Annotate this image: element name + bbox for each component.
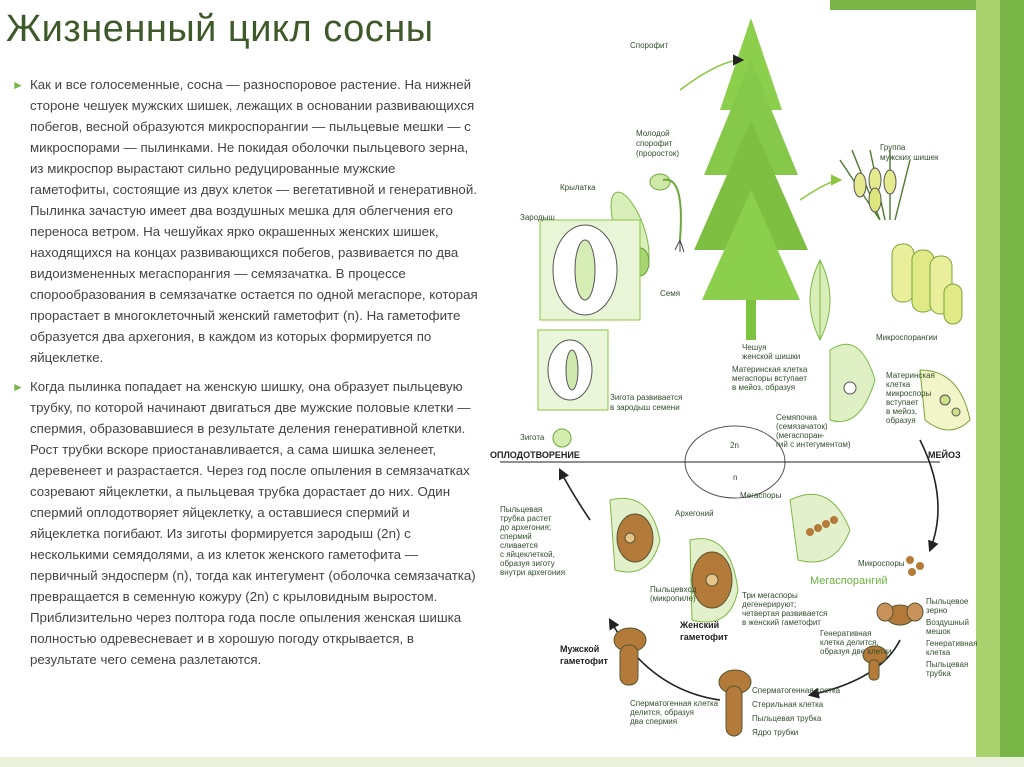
label-microspore-mother-1: Материнская (886, 371, 935, 380)
seedling-icon (650, 174, 684, 252)
label-microsporangia: Микроспорангии (876, 333, 938, 342)
label-young-sporophyte-2: спорофит (636, 139, 673, 148)
arrow-fertilization (560, 470, 590, 520)
embryo-section-icon (540, 220, 640, 320)
label-spermatogenous-cell: Сперматогенная клетка (752, 686, 841, 695)
label-young-sporophyte-3: (проросток) (636, 149, 679, 158)
label-ovule-2: (семязачаток) (776, 422, 828, 431)
label-wing: Крылатка (560, 183, 596, 192)
label-three-megaspores-2: дегенерируют; (742, 600, 797, 609)
label-pollen-tube-5: сливается (500, 541, 538, 550)
zygote-in-seed-icon (538, 330, 608, 410)
label-megaspores: Мегаспоры (740, 491, 782, 500)
label-pollen-tube-6: с яйцеклеткой, (500, 550, 555, 559)
label-pollen-tube-8: внутри архегония (500, 568, 566, 577)
label-three-megaspores-3: четвертая развивается (742, 609, 828, 618)
body-text (8, 74, 478, 678)
label-ovule-1: Семяпочка (776, 413, 817, 422)
label-male-cones-2: мужских шишек (880, 153, 939, 162)
megasporangium-icon (790, 494, 850, 562)
label-pollen-tube-7: образуя зиготу (500, 559, 555, 568)
label-megaspore-mother-3: в мейоз, образуя (732, 383, 796, 392)
label-megasporangium: Мегаспорангий (810, 575, 888, 587)
label-microspore-mother-3: микроспоры (886, 389, 932, 398)
pollen-grain-icon (877, 603, 923, 625)
pine-tree-icon (694, 18, 808, 340)
label-generative-divides-1: Генеративная (820, 629, 872, 638)
label-embryo: Зародыш (520, 213, 555, 222)
paragraph-2-text: Когда пылинка попадает на женскую шишку, она образует пыльцевую трубку, по которой начинают двигаться две мужские половые клетки — спермия, образовавшиеся в результате деления генеративной клетки. Рост трубки вскоре приостанавливается, а сама шишка зеленеет, деревенеет и разрастается. Через год после опыления в семязачатках созревают яйцеклетки, а пыльцевая трубка дорастает до них. Один спермий оплодотворяет яйцеклетку, а оставшиеся спермий и яйцеклетка погибают. Из зиготы формируется зародыш (2n) с несколькими семядолями, а из клеток женского гаметофита — первичный эндосперм (n), тогда как интегумент (оболочка семязачатка) превращается в семенную кожуру (2n) с крыловидным выростом. Приблизительно через полтора года после опыления женская шишка полностью одревесневает и в хорошую погоду открывается, в результате чего семена разлетаются. (30, 379, 476, 667)
label-ovule-4: гий с интегументом) (776, 440, 851, 449)
arrow-male-cones (800, 180, 840, 200)
label-diploid: 2n (730, 441, 739, 450)
label-female-gametophyte-2: гаметофит (680, 632, 728, 642)
microsporangia-icon (892, 244, 962, 324)
label-tube-nucleus: Ядро трубки (752, 728, 799, 737)
label-pollen-tube-1: Пыльцевая (500, 505, 543, 514)
paragraph-2 (8, 376, 478, 670)
label-micropyle-1: Пыльцевход (650, 585, 697, 594)
label-spermatogenous-divides-2: делится, образуя (630, 708, 694, 717)
label-ovule-3: (мегаспоран- (776, 431, 825, 440)
label-microspore-mother-4: вступает (886, 398, 919, 407)
label-pollen-grain-2: зерно (926, 606, 948, 615)
label-microspore-mother-2: клетка (886, 380, 911, 389)
label-sterile-cell: Стерильная клетка (752, 700, 824, 709)
label-seed: Семя (660, 289, 681, 298)
archegonium-icon (610, 498, 660, 572)
label-meiosis: МЕЙОЗ (928, 450, 961, 460)
label-fertilization: ОПЛОДОТВОРЕНИЕ (490, 450, 580, 460)
label-zygote: Зигота (520, 433, 545, 442)
label-zygote-develops-2: в зародыш семени (610, 403, 680, 412)
label-air-sac-1: Воздушный (926, 618, 969, 627)
label-microspore-mother-5: в мейоз, (886, 407, 918, 416)
label-generative-divides-2: клетка делится, (820, 638, 879, 647)
label-male-gametophyte-1: Мужской (560, 644, 600, 654)
label-zygote-develops-1: Зигота развивается (610, 393, 683, 402)
label-archegonium: Архегоний (675, 509, 714, 518)
label-spermatogenous-divides-1: Сперматогенная клетка (630, 699, 719, 708)
label-pollen-tube-bottom: Пыльцевая трубка (752, 714, 822, 723)
label-haploid: n (733, 473, 738, 482)
label-microspores: Микроспоры (858, 559, 905, 568)
label-generative-cell-2: клетка (926, 648, 951, 657)
label-pollen-tube-2: трубка растет (500, 514, 552, 523)
label-male-cones-1: Группа (880, 143, 906, 152)
label-pollen-tube-3: до архегония; (500, 523, 552, 532)
zygote-icon (553, 429, 571, 447)
label-female-scale-2: женской шишки (742, 352, 801, 361)
paragraph-1-text: Как и все голосеменные, сосна — разноспоровое растение. На нижней стороне чешуек мужских шишек, лежащих в основании развивающихся побегов, весной образуются микроспорангии — пыльцевые мешки — с микроспорами — пылинками. Не покидая оболочки пыльцевого зерна, из микроспор вырастают сильно редуцированные мужские гаметофиты, состоящие из двух клеток — вегетативной и генеративной. Пылинка зачастую имеет два воздушных мешка для облегчения его переноса ветром. На чешуйках ярко окрашенных женских шишек, находящихся на концах развивающихся побегов, развивается по два видоизмененных мегаспорангия — семязачатка. В процессе спорообразования в семязачатке остается по одной мегаспоре, которая прорастает в многоклеточный женский гаметофит (n). На гаметофите образуется два архегония, в каждом из которых формируется по яйцеклетке. (30, 77, 478, 365)
label-spermatogenous-divides-3: два спермия (630, 717, 678, 726)
label-female-scale-1: Чешуя (742, 343, 767, 352)
label-microspore-mother-6: образуя (886, 416, 916, 425)
microspores-icon (906, 556, 924, 576)
label-generative-divides-3: образуя две клетки (820, 647, 892, 656)
label-megaspore-mother-1: Материнская клетка (732, 365, 808, 374)
label-megaspore-mother-2: мегаспоры вступает (732, 374, 807, 383)
label-air-sac-2: мешок (926, 627, 951, 636)
paragraph-1 (8, 74, 478, 368)
label-generative-cell-1: Генеративная (926, 639, 978, 648)
label-three-megaspores-1: Три мегаспоры (742, 591, 798, 600)
bullet-icon: ► (12, 78, 24, 92)
frame-bottom-bar (0, 757, 1024, 767)
label-young-sporophyte-1: Молодой (636, 129, 670, 138)
frame-right-bar (1000, 0, 1024, 767)
label-pollen-tube-right-1: Пыльцевая (926, 660, 969, 669)
bullet-icon: ► (12, 380, 24, 394)
label-male-gametophyte-2: гаметофит (560, 656, 608, 666)
label-three-megaspores-4: в женский гаметофит (742, 618, 821, 627)
female-gametophyte-icon (690, 539, 738, 622)
slide-title: Жизненный цикл сосны (6, 8, 434, 50)
pine-life-cycle-diagram (480, 0, 980, 757)
label-micropyle-2: (микропиле) (650, 594, 696, 603)
label-female-gametophyte-1: Женский (680, 620, 720, 630)
label-pollen-tube-4: спермий (500, 532, 532, 541)
female-scale-icon (810, 260, 830, 340)
ovule-section-icon (830, 344, 875, 421)
label-pollen-grain-1: Пыльцевое (926, 597, 969, 606)
label-pollen-tube-right-2: трубка (926, 669, 951, 678)
label-sporophyte: Спорофит (630, 41, 669, 50)
